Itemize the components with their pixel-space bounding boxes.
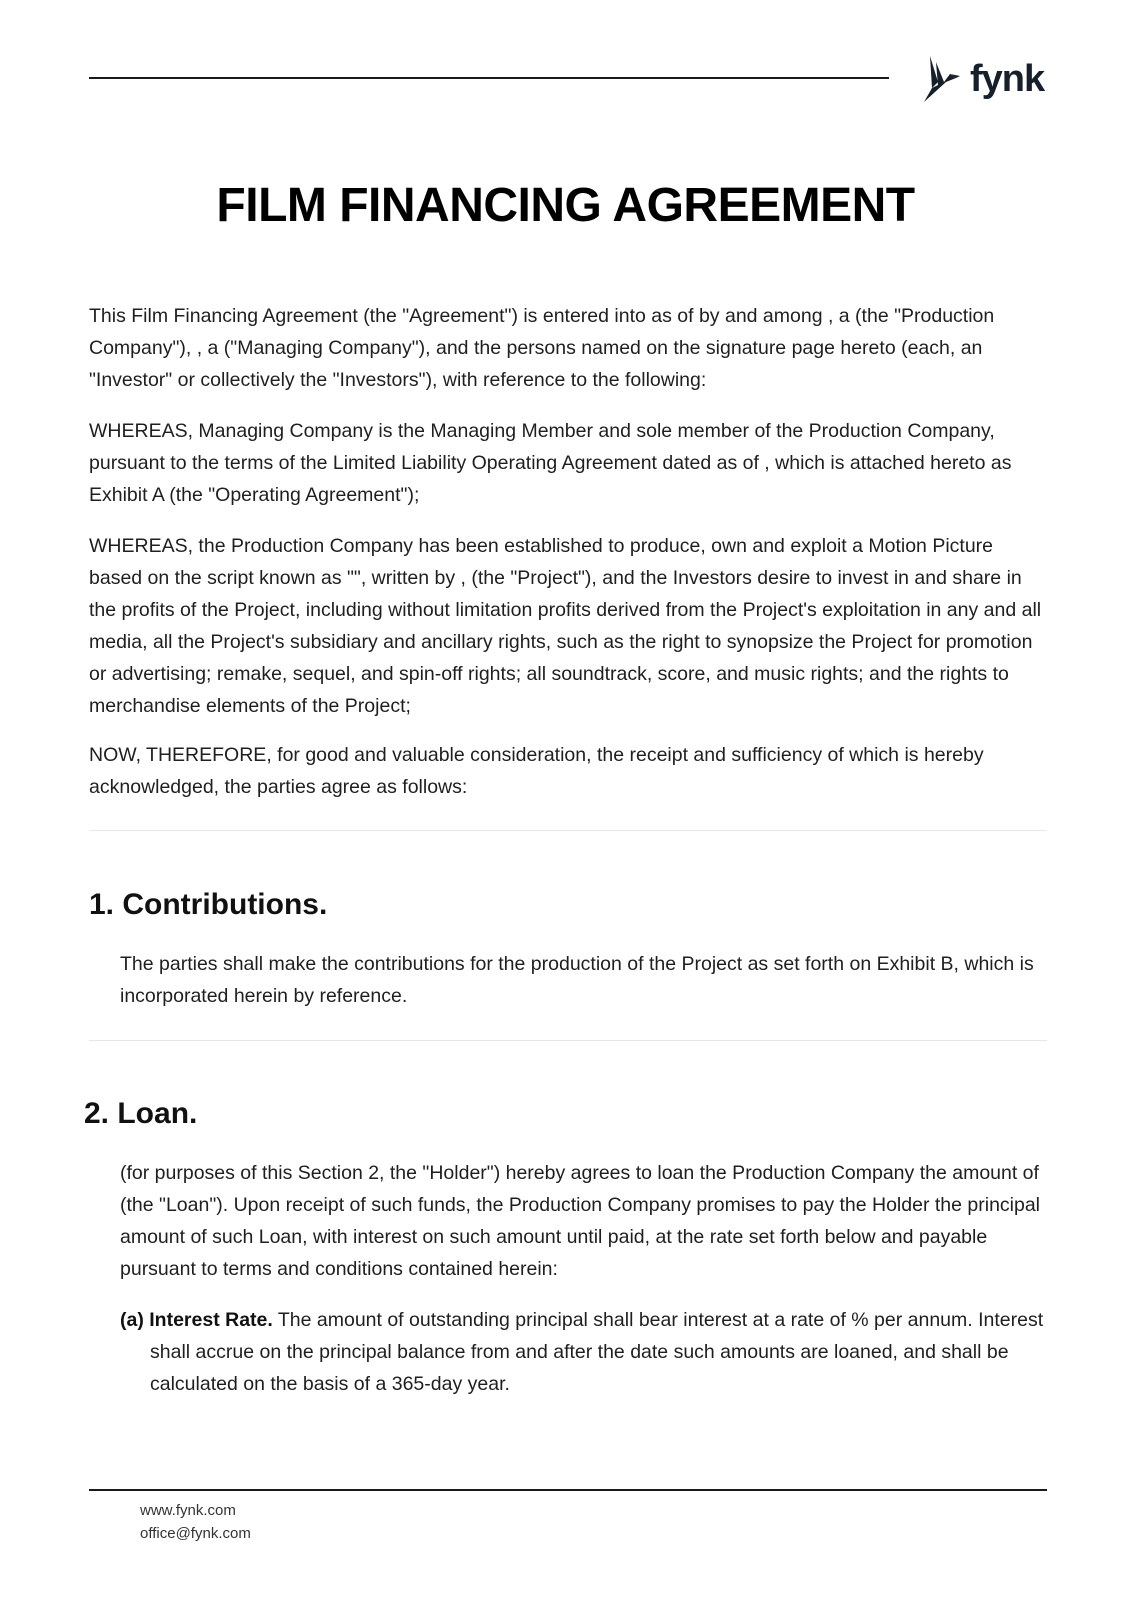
section-body-contributions: The parties shall make the contributions for the production of the Project as set forth on Exhibit B, which is incorporated herein by reference.	[120, 953, 1034, 1007]
section-divider	[89, 1040, 1047, 1041]
brand-logo	[920, 52, 1044, 111]
subclause-text: The amount of outstanding principal shall bear interest at a rate of % per annum. Interest shall accrue on the principal balance from and after the date such amounts are loaned, and shall be calculated on the basis of a 365-day year.	[150, 1309, 1044, 1395]
origami-bird-icon	[920, 52, 968, 111]
brand-name: fynk	[970, 58, 1045, 100]
subclause-label: (a) Interest Rate.	[120, 1309, 273, 1331]
footer-website-link[interactable]: www.fynk.com	[140, 1502, 236, 1519]
preamble-paragraph: This Film Financing Agreement (the "Agreement") is entered into as of by and among , a (the "Production Company"), , a ("Managing Company"), and the persons named on the signature page hereto (each, an "Investor" or collectively the "Investors"), with reference to the following:	[89, 305, 995, 391]
whereas-clause: WHEREAS, the Production Company has been established to produce, own and exploit a Motion Picture based on the script known as "", written by , (the "Project"), and the Investors desire to invest in and share in the profits of the Project, including without limitation profits derived from the Project's exploitation in any and all media, all the Project's subsidiary and ancillary rights, such as the right to synopsize the Project for promotion or advertising; remake, sequel, and spin-off rights; all soundtrack, score, and music rights; and the rights to merchandise elements of the Project;	[89, 535, 1042, 717]
footer-rule	[89, 1489, 1047, 1491]
whereas-clause: WHEREAS, Managing Company is the Managing Member and sole member of the Production Company, pursuant to the terms of the Limited Liability Operating Agreement dated as of , which is attached hereto as Exhibit A (the "Operating Agreement");	[89, 420, 1012, 506]
section-heading-loan: 2. Loan.	[84, 1097, 198, 1130]
section-body-loan: (for purposes of this Section 2, the "Holder") hereby agrees to loan the Production Company the amount of (the "Loan"). Upon receipt of such funds, the Production Company promises to pay the Holder the principal amount of such Loan, with interest on such amount until paid, at the rate set forth below and payable pursuant to terms and conditions contained herein:	[120, 1162, 1041, 1280]
now-therefore-clause: NOW, THEREFORE, for good and valuable consideration, the receipt and sufficiency of which is hereby acknowledged, the parties agree as follows:	[89, 744, 984, 798]
document-title: FILM FINANCING AGREEMENT	[216, 179, 915, 232]
section-heading-contributions: 1. Contributions.	[89, 888, 328, 921]
header-rule	[89, 77, 889, 79]
subclause-interest-rate	[120, 1304, 1050, 1400]
section-divider	[89, 830, 1047, 831]
footer-email-link[interactable]: office@fynk.com	[140, 1525, 251, 1542]
